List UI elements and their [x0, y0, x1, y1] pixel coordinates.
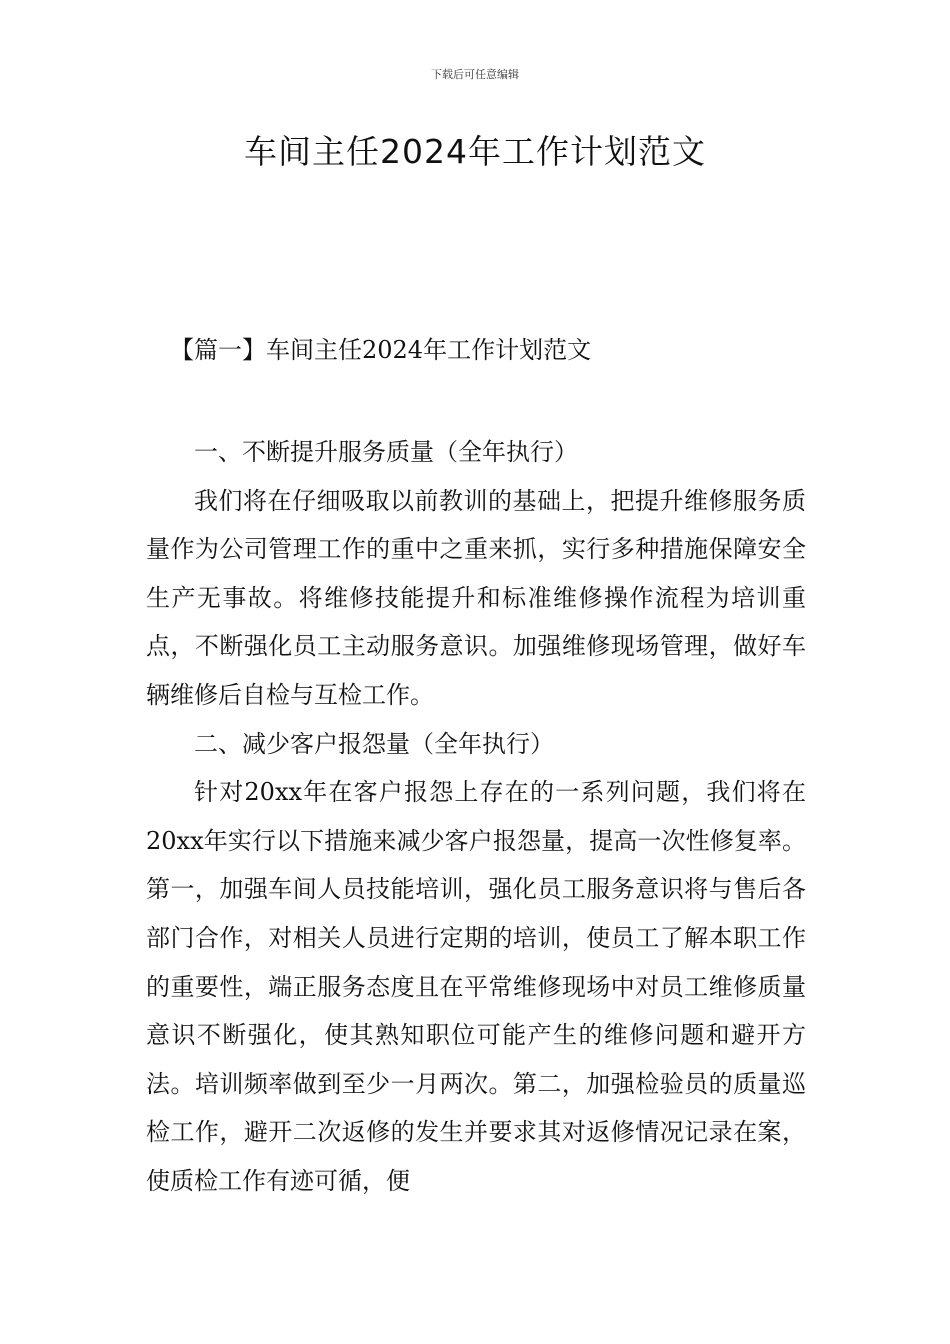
document-title: 车间主任2024年工作计划范文: [244, 132, 706, 171]
heading-2: 二、减少客户报怨量（全年执行）: [194, 729, 554, 758]
document-body: [146, 428, 806, 1206]
paragraph-1: 我们将在仔细吸取以前教训的基础上，把提升维修服务质量作为公司管理工作的重中之重来抓，实行多种措施保障安全生产无事故。将维修技能提升和标准维修操作流程为培训重点，不断强化员工主动服务意识。加强维修现场管理，做好车辆维修后自检与互检工作。: [146, 486, 806, 709]
header-note: 下载后可任意编辑: [431, 68, 519, 81]
section-title: 【篇一】车间主任2024年工作计划范文: [170, 336, 592, 364]
paragraph-2: 针对20xx年在客户报怨上存在的一系列问题，我们将在20xx年实行以下措施来减少客户报怨量，提高一次性修复率。第一，加强车间人员技能培训，强化员工服务意识将与售后各部门合作，对相关人员进行定期的培训，使员工了解本职工作的重要性，端正服务态度且在平常维修现场中对员工维修质量意识不断强化，使其熟知职位可能产生的维修问题和避开方法。培训频率做到至少一月两次。第二，加强检验员的质量巡检工作，避开二次返修的发生并要求其对返修情况记录在案，使质检工作有迹可循，便: [146, 778, 806, 1195]
heading-1: 一、不断提升服务质量（全年执行）: [194, 438, 578, 466]
